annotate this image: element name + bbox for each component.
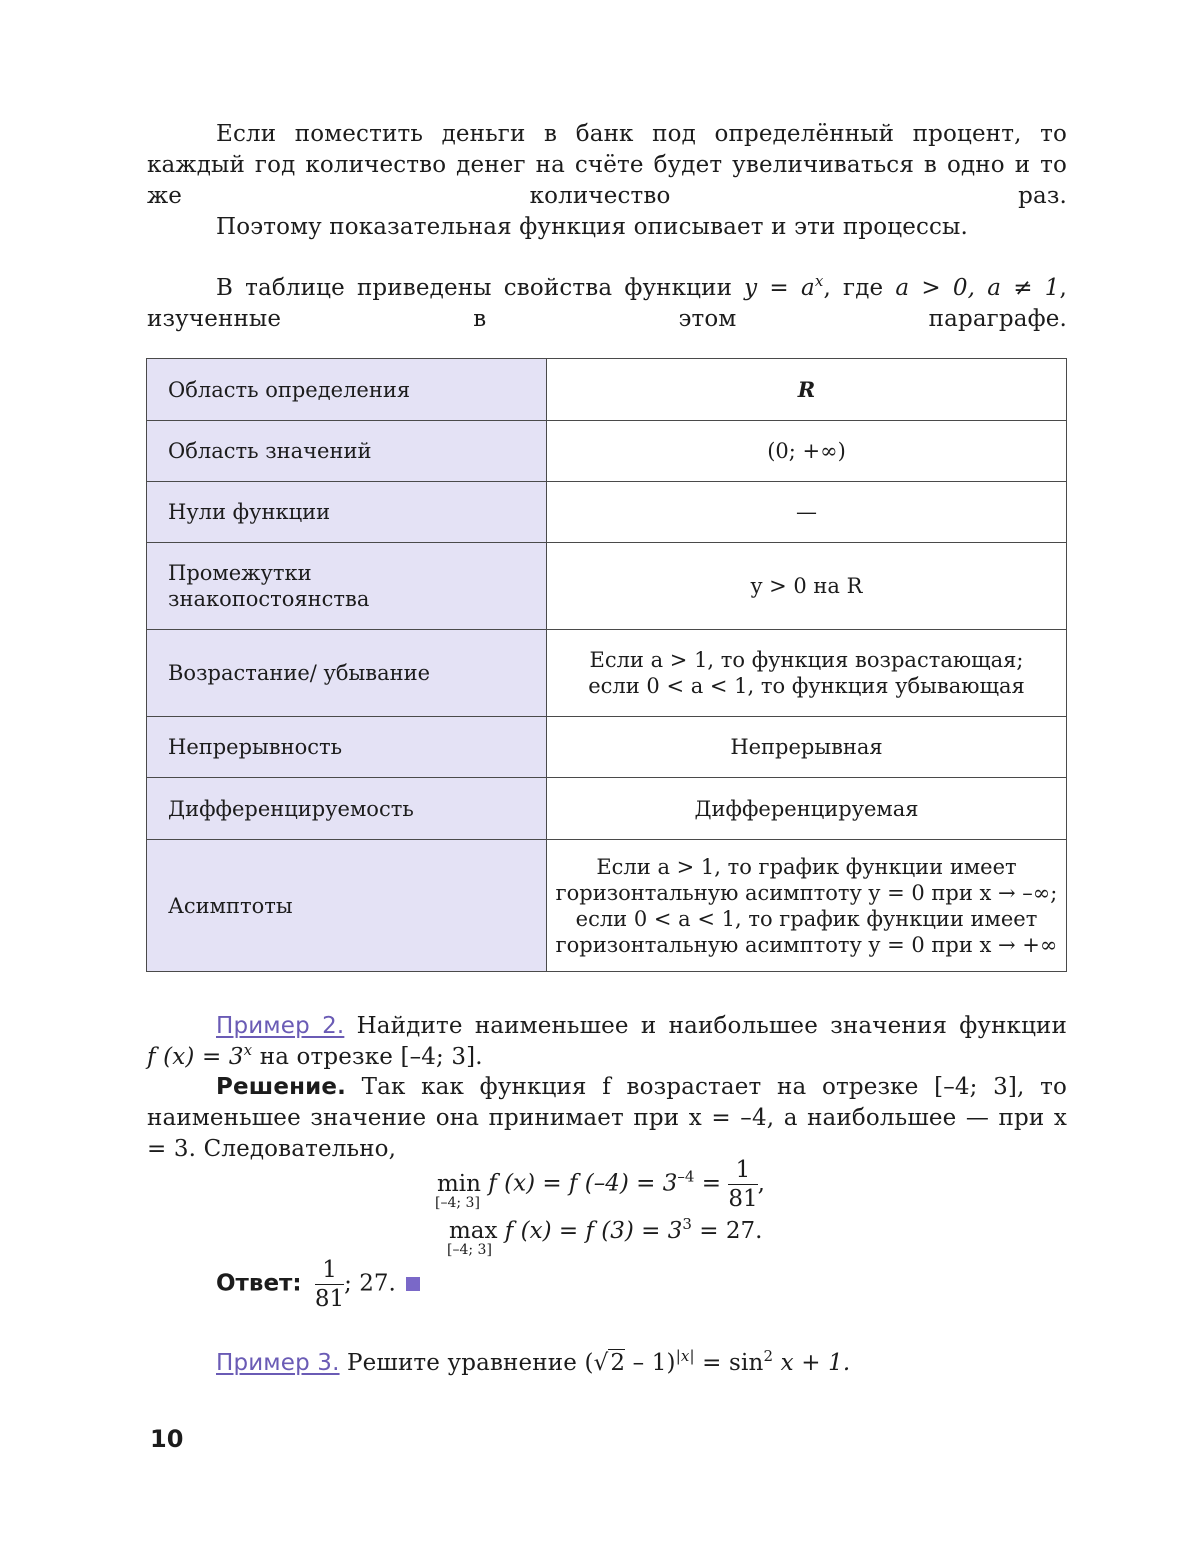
eq-sin-exponent: 2 <box>763 1347 774 1365</box>
example-2-exponent: x <box>243 1041 253 1059</box>
min-fraction <box>728 1156 757 1213</box>
value-line: если 0 < a < 1, то функция убывающая <box>588 674 1025 698</box>
eq-radicand: 2 <box>610 1350 626 1376</box>
example-3-task <box>216 1348 1076 1379</box>
answer-rest: ; 27. <box>344 1270 396 1297</box>
row-label: Область значений <box>147 421 547 482</box>
max-formula <box>447 1215 763 1258</box>
example-2-task-line2 <box>147 1042 1067 1073</box>
fraction-denominator: 81 <box>314 1286 345 1312</box>
min-expression: f (x) = f (–4) = 3 <box>480 1170 678 1197</box>
answer-label: Ответ: <box>216 1270 302 1297</box>
eq-end: x + 1. <box>773 1350 851 1376</box>
value-line: горизонтальную асимптоту y = 0 при x → +∞ <box>555 932 1058 957</box>
row-label: Нули функции <box>147 482 547 543</box>
solution-label: Решение. <box>216 1074 347 1100</box>
value-line: Если a > 1, то функция возрастающая; <box>589 648 1024 672</box>
p3-prefix: В таблице приведены свойства функции <box>216 275 745 301</box>
answer-fraction <box>315 1256 344 1313</box>
value-line: Если a > 1, то график функции имеет <box>596 854 1017 879</box>
eq-exponent: |x| <box>675 1347 695 1365</box>
table-row <box>147 717 1067 778</box>
intro-paragraph-2: Поэтому показательная функция описывает и эти процессы. <box>216 214 968 240</box>
row-value: y > 0 на R <box>547 543 1067 630</box>
table-row <box>147 778 1067 840</box>
example-2-formula: f (x) = 3 <box>147 1044 244 1070</box>
properties-table <box>146 358 1067 972</box>
example-3-link[interactable]: Пример 3. <box>216 1350 340 1376</box>
intro-paragraph-3 <box>147 273 1067 335</box>
table-row <box>147 482 1067 543</box>
row-label: Область определения <box>147 359 547 421</box>
table-row <box>147 630 1067 717</box>
table-row <box>147 359 1067 421</box>
min-interval: [–4; 3] <box>435 1194 480 1211</box>
row-value: R <box>547 359 1067 421</box>
max-operator <box>447 1218 498 1258</box>
eq-rest: = sin <box>694 1350 764 1376</box>
example-3-task-text: Решите уравнение <box>339 1350 585 1376</box>
example-2-task <box>147 1011 1067 1042</box>
table-row <box>147 421 1067 482</box>
value-line: горизонтальную асимптоту y = 0 при x → –∞; <box>555 880 1058 905</box>
example-2-task-text: Найдите наименьшее и наибольшее значения функции <box>344 1013 1067 1039</box>
min-operator <box>435 1170 481 1211</box>
fraction-numerator: 1 <box>728 1156 757 1185</box>
table-row <box>147 840 1067 972</box>
eq-minus: – 1) <box>625 1350 676 1376</box>
p3-condition: a > 0, a ≠ 1 <box>895 275 1060 301</box>
min-exponent: –4 <box>677 1167 695 1186</box>
fraction-denominator: 81 <box>728 1186 758 1212</box>
example-2-interval: на отрезке [–4; 3]. <box>252 1044 483 1070</box>
min-formula: min [–4; 3] f (x) = f $(-4) = 3^{-4}$ = $\frac{1}{81}$ , <box>435 1157 765 1212</box>
answer <box>216 1256 420 1313</box>
value-line: если 0 < a < 1, то график функции имеет <box>575 906 1038 931</box>
max-op-text: max <box>449 1218 498 1244</box>
intro-paragraph-1: Если поместить деньги в банк под определённый процент, то каждый год количество денег на счёте будет увеличиваться в одно и то же количество раз. <box>147 121 1067 209</box>
max-result: = 27. <box>691 1218 763 1244</box>
max-exponent: 3 <box>682 1215 692 1233</box>
row-value <box>547 630 1067 717</box>
p3-suffix: , изученные в этом параграфе. <box>147 275 1067 332</box>
page-number: 10 <box>150 1425 184 1453</box>
row-value: (0; +∞) <box>547 421 1067 482</box>
min-op-text: min <box>437 1170 481 1197</box>
p3-exponent: x <box>814 272 824 290</box>
max-interval: [–4; 3] <box>447 1242 492 1258</box>
row-label: Промежутки знакопостоянства <box>147 543 547 630</box>
example-2-link[interactable]: Пример 2. <box>216 1013 345 1039</box>
row-label: Непрерывность <box>147 717 547 778</box>
row-label: Асимптоты <box>147 840 547 972</box>
row-label: Возрастание/ убывание <box>147 630 547 717</box>
row-value <box>547 840 1067 972</box>
row-value: Непрерывная <box>547 717 1067 778</box>
table-row <box>147 543 1067 630</box>
solution-text: Так как функция f возрастает на отрезке [–4; 3], то наименьшее значение она принимает при x = –4, а наибольшее — при x = 3. Следовательно, <box>147 1074 1067 1162</box>
max-expression: f (x) = f (3) = 3 <box>497 1218 683 1244</box>
row-value: Дифференцируемая <box>547 778 1067 840</box>
row-value: — <box>547 482 1067 543</box>
end-of-solution-icon <box>406 1277 420 1291</box>
row-label: Дифференцируемость <box>147 778 547 840</box>
p3-formula: y = a <box>744 275 815 301</box>
example-2-solution <box>147 1072 1067 1165</box>
p3-mid: , где <box>823 275 896 301</box>
eq-open: ( <box>584 1350 594 1376</box>
sqrt-icon: √ <box>593 1350 609 1376</box>
fraction-numerator: 1 <box>315 1256 344 1285</box>
